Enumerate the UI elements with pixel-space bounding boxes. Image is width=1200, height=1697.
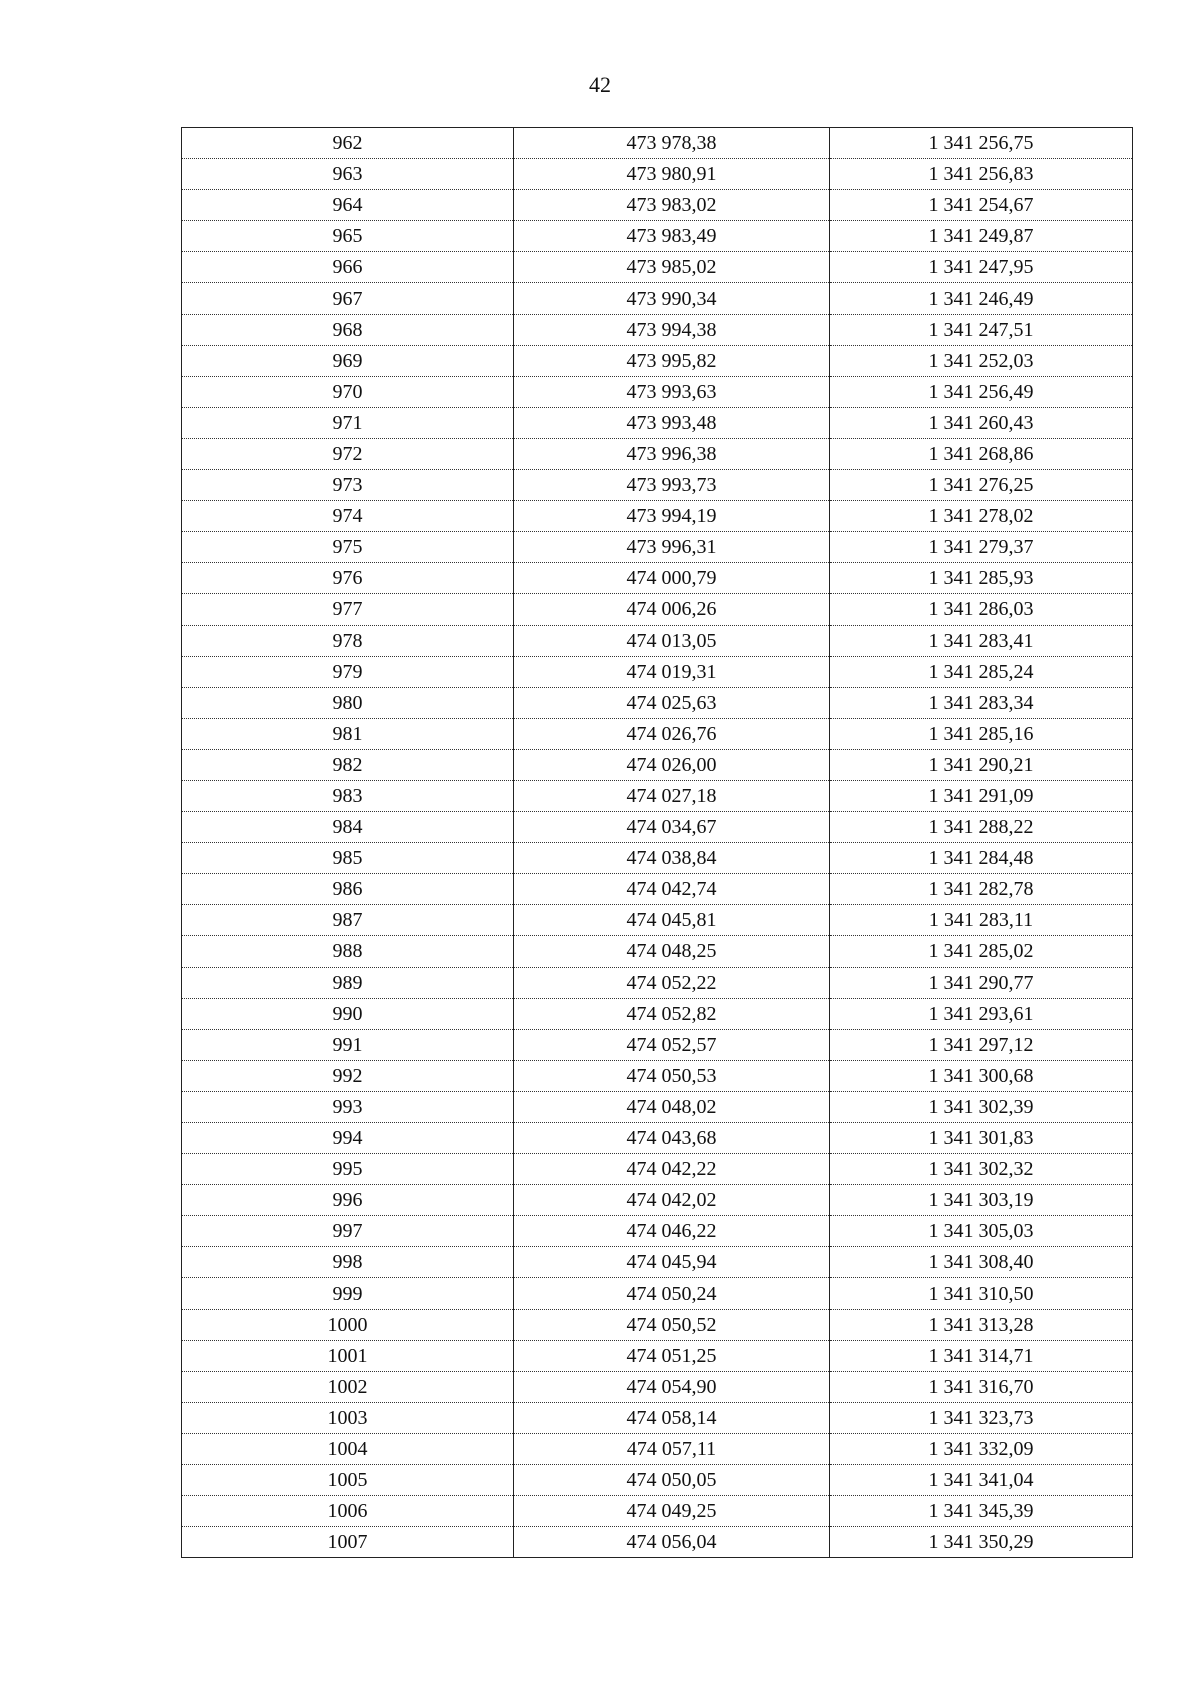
table-row — [182, 967, 1133, 998]
x-coordinate-cell: 474 042,74 — [514, 874, 830, 905]
table-row — [182, 718, 1133, 749]
y-coordinate-cell: 1 341 282,78 — [830, 874, 1133, 905]
y-coordinate-cell: 1 341 345,39 — [830, 1496, 1133, 1527]
x-coordinate-cell: 474 034,67 — [514, 812, 830, 843]
x-coordinate-cell: 474 046,22 — [514, 1216, 830, 1247]
point-number-cell: 963 — [182, 159, 514, 190]
x-coordinate-cell: 473 983,49 — [514, 221, 830, 252]
point-number-cell: 970 — [182, 376, 514, 407]
x-coordinate-cell: 474 048,25 — [514, 936, 830, 967]
table-row — [182, 687, 1133, 718]
point-number-cell: 999 — [182, 1278, 514, 1309]
table-row — [182, 563, 1133, 594]
x-coordinate-cell: 474 050,24 — [514, 1278, 830, 1309]
x-coordinate-cell: 473 996,38 — [514, 438, 830, 469]
y-coordinate-cell: 1 341 283,11 — [830, 905, 1133, 936]
x-coordinate-cell: 474 052,22 — [514, 967, 830, 998]
point-number-cell: 985 — [182, 843, 514, 874]
y-coordinate-cell: 1 341 247,95 — [830, 252, 1133, 283]
point-number-cell: 975 — [182, 532, 514, 563]
x-coordinate-cell: 474 050,53 — [514, 1060, 830, 1091]
table-row — [182, 1496, 1133, 1527]
y-coordinate-cell: 1 341 316,70 — [830, 1371, 1133, 1402]
y-coordinate-cell: 1 341 303,19 — [830, 1185, 1133, 1216]
point-number-cell: 978 — [182, 625, 514, 656]
point-number-cell: 993 — [182, 1091, 514, 1122]
y-coordinate-cell: 1 341 291,09 — [830, 780, 1133, 811]
point-number-cell: 988 — [182, 936, 514, 967]
y-coordinate-cell: 1 341 286,03 — [830, 594, 1133, 625]
point-number-cell: 984 — [182, 812, 514, 843]
x-coordinate-cell: 473 978,38 — [514, 128, 830, 159]
y-coordinate-cell: 1 341 302,39 — [830, 1091, 1133, 1122]
table-row — [182, 314, 1133, 345]
point-number-cell: 965 — [182, 221, 514, 252]
table-row — [182, 749, 1133, 780]
table-row — [182, 1029, 1133, 1060]
y-coordinate-cell: 1 341 283,34 — [830, 687, 1133, 718]
x-coordinate-cell: 474 026,00 — [514, 749, 830, 780]
x-coordinate-cell: 474 043,68 — [514, 1123, 830, 1154]
point-number-cell: 972 — [182, 438, 514, 469]
table-row — [182, 1123, 1133, 1154]
table-row — [182, 625, 1133, 656]
x-coordinate-cell: 473 985,02 — [514, 252, 830, 283]
point-number-cell: 973 — [182, 470, 514, 501]
x-coordinate-cell: 474 042,22 — [514, 1154, 830, 1185]
table-row — [182, 1309, 1133, 1340]
point-number-cell: 990 — [182, 998, 514, 1029]
x-coordinate-cell: 474 048,02 — [514, 1091, 830, 1122]
y-coordinate-cell: 1 341 341,04 — [830, 1465, 1133, 1496]
table-row — [182, 656, 1133, 687]
table-row — [182, 936, 1133, 967]
table-row — [182, 905, 1133, 936]
table-row — [182, 874, 1133, 905]
x-coordinate-cell: 474 026,76 — [514, 718, 830, 749]
point-number-cell: 1000 — [182, 1309, 514, 1340]
table-row — [182, 1340, 1133, 1371]
table-row — [182, 252, 1133, 283]
table-row — [182, 159, 1133, 190]
y-coordinate-cell: 1 341 288,22 — [830, 812, 1133, 843]
point-number-cell: 1004 — [182, 1433, 514, 1464]
table-row — [182, 843, 1133, 874]
x-coordinate-cell: 474 052,82 — [514, 998, 830, 1029]
point-number-cell: 992 — [182, 1060, 514, 1091]
y-coordinate-cell: 1 341 284,48 — [830, 843, 1133, 874]
x-coordinate-cell: 474 050,52 — [514, 1309, 830, 1340]
y-coordinate-cell: 1 341 283,41 — [830, 625, 1133, 656]
point-number-cell: 989 — [182, 967, 514, 998]
coordinates-table — [181, 127, 1133, 1558]
x-coordinate-cell: 474 038,84 — [514, 843, 830, 874]
y-coordinate-cell: 1 341 254,67 — [830, 190, 1133, 221]
x-coordinate-cell: 474 006,26 — [514, 594, 830, 625]
point-number-cell: 987 — [182, 905, 514, 936]
x-coordinate-cell: 473 995,82 — [514, 345, 830, 376]
point-number-cell: 967 — [182, 283, 514, 314]
x-coordinate-cell: 474 050,05 — [514, 1465, 830, 1496]
point-number-cell: 1003 — [182, 1402, 514, 1433]
table-row — [182, 1154, 1133, 1185]
table-row — [182, 221, 1133, 252]
y-coordinate-cell: 1 341 350,29 — [830, 1527, 1133, 1558]
y-coordinate-cell: 1 341 297,12 — [830, 1029, 1133, 1060]
x-coordinate-cell: 473 994,19 — [514, 501, 830, 532]
y-coordinate-cell: 1 341 285,93 — [830, 563, 1133, 594]
x-coordinate-cell: 474 058,14 — [514, 1402, 830, 1433]
y-coordinate-cell: 1 341 290,21 — [830, 749, 1133, 780]
table-row — [182, 1278, 1133, 1309]
point-number-cell: 983 — [182, 780, 514, 811]
table-row — [182, 812, 1133, 843]
y-coordinate-cell: 1 341 252,03 — [830, 345, 1133, 376]
coordinates-table-body — [182, 128, 1133, 1558]
point-number-cell: 982 — [182, 749, 514, 780]
table-row — [182, 594, 1133, 625]
y-coordinate-cell: 1 341 268,86 — [830, 438, 1133, 469]
table-row — [182, 1185, 1133, 1216]
y-coordinate-cell: 1 341 308,40 — [830, 1247, 1133, 1278]
point-number-cell: 980 — [182, 687, 514, 718]
x-coordinate-cell: 474 052,57 — [514, 1029, 830, 1060]
x-coordinate-cell: 474 019,31 — [514, 656, 830, 687]
y-coordinate-cell: 1 341 300,68 — [830, 1060, 1133, 1091]
point-number-cell: 991 — [182, 1029, 514, 1060]
y-coordinate-cell: 1 341 323,73 — [830, 1402, 1133, 1433]
x-coordinate-cell: 474 027,18 — [514, 780, 830, 811]
point-number-cell: 964 — [182, 190, 514, 221]
table-row — [182, 190, 1133, 221]
point-number-cell: 1007 — [182, 1527, 514, 1558]
point-number-cell: 986 — [182, 874, 514, 905]
point-number-cell: 996 — [182, 1185, 514, 1216]
table-row — [182, 1371, 1133, 1402]
x-coordinate-cell: 473 993,73 — [514, 470, 830, 501]
point-number-cell: 979 — [182, 656, 514, 687]
y-coordinate-cell: 1 341 301,83 — [830, 1123, 1133, 1154]
point-number-cell: 998 — [182, 1247, 514, 1278]
y-coordinate-cell: 1 341 313,28 — [830, 1309, 1133, 1340]
point-number-cell: 1001 — [182, 1340, 514, 1371]
y-coordinate-cell: 1 341 260,43 — [830, 407, 1133, 438]
table-row — [182, 1247, 1133, 1278]
x-coordinate-cell: 474 045,94 — [514, 1247, 830, 1278]
point-number-cell: 981 — [182, 718, 514, 749]
table-row — [182, 283, 1133, 314]
x-coordinate-cell: 474 000,79 — [514, 563, 830, 594]
y-coordinate-cell: 1 341 256,49 — [830, 376, 1133, 407]
y-coordinate-cell: 1 341 256,83 — [830, 159, 1133, 190]
y-coordinate-cell: 1 341 285,02 — [830, 936, 1133, 967]
point-number-cell: 997 — [182, 1216, 514, 1247]
x-coordinate-cell: 473 980,91 — [514, 159, 830, 190]
point-number-cell: 1005 — [182, 1465, 514, 1496]
table-row — [182, 407, 1133, 438]
table-row — [182, 1433, 1133, 1464]
y-coordinate-cell: 1 341 314,71 — [830, 1340, 1133, 1371]
x-coordinate-cell: 474 025,63 — [514, 687, 830, 718]
table-row — [182, 1465, 1133, 1496]
x-coordinate-cell: 473 983,02 — [514, 190, 830, 221]
y-coordinate-cell: 1 341 285,24 — [830, 656, 1133, 687]
point-number-cell: 971 — [182, 407, 514, 438]
y-coordinate-cell: 1 341 305,03 — [830, 1216, 1133, 1247]
table-row — [182, 501, 1133, 532]
y-coordinate-cell: 1 341 285,16 — [830, 718, 1133, 749]
table-row — [182, 1402, 1133, 1433]
y-coordinate-cell: 1 341 302,32 — [830, 1154, 1133, 1185]
point-number-cell: 976 — [182, 563, 514, 594]
y-coordinate-cell: 1 341 310,50 — [830, 1278, 1133, 1309]
y-coordinate-cell: 1 341 249,87 — [830, 221, 1133, 252]
table-row — [182, 1060, 1133, 1091]
x-coordinate-cell: 474 013,05 — [514, 625, 830, 656]
point-number-cell: 1006 — [182, 1496, 514, 1527]
y-coordinate-cell: 1 341 276,25 — [830, 470, 1133, 501]
point-number-cell: 962 — [182, 128, 514, 159]
point-number-cell: 994 — [182, 1123, 514, 1154]
table-row — [182, 780, 1133, 811]
x-coordinate-cell: 473 993,63 — [514, 376, 830, 407]
table-row — [182, 376, 1133, 407]
x-coordinate-cell: 474 054,90 — [514, 1371, 830, 1402]
x-coordinate-cell: 474 057,11 — [514, 1433, 830, 1464]
table-row — [182, 470, 1133, 501]
y-coordinate-cell: 1 341 290,77 — [830, 967, 1133, 998]
point-number-cell: 974 — [182, 501, 514, 532]
y-coordinate-cell: 1 341 247,51 — [830, 314, 1133, 345]
page-number: 42 — [589, 72, 611, 97]
y-coordinate-cell: 1 341 246,49 — [830, 283, 1133, 314]
y-coordinate-cell: 1 341 256,75 — [830, 128, 1133, 159]
x-coordinate-cell: 474 045,81 — [514, 905, 830, 936]
y-coordinate-cell: 1 341 332,09 — [830, 1433, 1133, 1464]
y-coordinate-cell: 1 341 279,37 — [830, 532, 1133, 563]
x-coordinate-cell: 473 996,31 — [514, 532, 830, 563]
table-row — [182, 438, 1133, 469]
point-number-cell: 977 — [182, 594, 514, 625]
table-row — [182, 1091, 1133, 1122]
point-number-cell: 995 — [182, 1154, 514, 1185]
table-row — [182, 1216, 1133, 1247]
point-number-cell: 966 — [182, 252, 514, 283]
table-row — [182, 998, 1133, 1029]
y-coordinate-cell: 1 341 293,61 — [830, 998, 1133, 1029]
table-row — [182, 345, 1133, 376]
point-number-cell: 968 — [182, 314, 514, 345]
x-coordinate-cell: 474 049,25 — [514, 1496, 830, 1527]
x-coordinate-cell: 473 994,38 — [514, 314, 830, 345]
table-row — [182, 1527, 1133, 1558]
x-coordinate-cell: 473 990,34 — [514, 283, 830, 314]
x-coordinate-cell: 474 042,02 — [514, 1185, 830, 1216]
x-coordinate-cell: 474 056,04 — [514, 1527, 830, 1558]
table-row — [182, 532, 1133, 563]
point-number-cell: 969 — [182, 345, 514, 376]
table-row — [182, 128, 1133, 159]
x-coordinate-cell: 473 993,48 — [514, 407, 830, 438]
point-number-cell: 1002 — [182, 1371, 514, 1402]
y-coordinate-cell: 1 341 278,02 — [830, 501, 1133, 532]
x-coordinate-cell: 474 051,25 — [514, 1340, 830, 1371]
